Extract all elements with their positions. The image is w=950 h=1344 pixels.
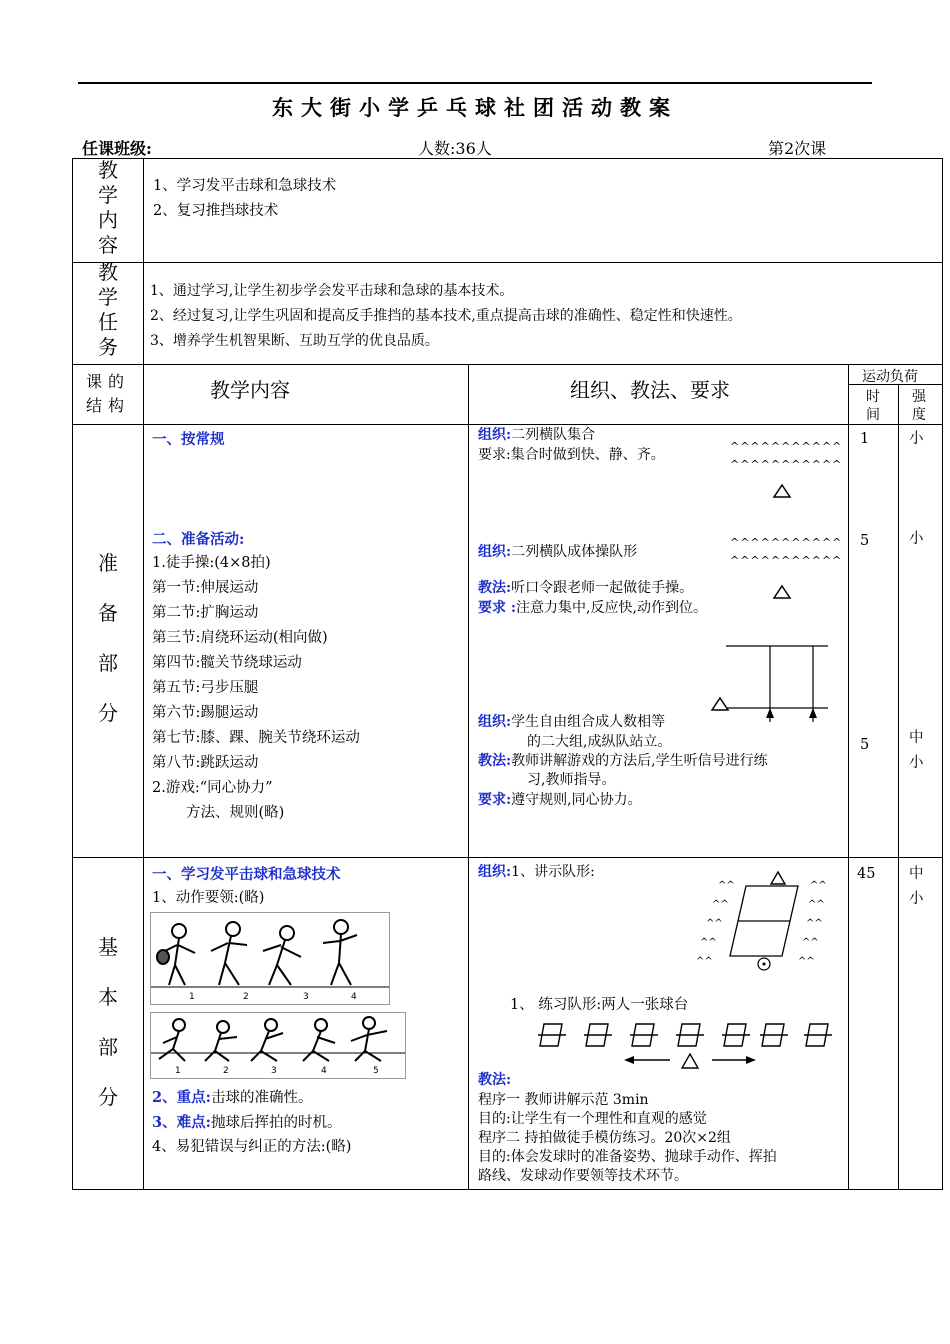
basic-val-2: 击球的准确性。 — [210, 1090, 313, 1106]
task-item-2: 2、经过复习,让学生巩固和提高反手推挡的基本技术,重点提高击球的准确性、稳定性和快速性。 — [150, 308, 742, 324]
basic-line-1: 目的:让学生有一个理性和直观的感觉 — [478, 1111, 707, 1127]
student-pair-mark: ^^ — [808, 899, 825, 910]
basic-heading: 一、学习发平击球和急球技术 — [152, 866, 341, 883]
task-item-1: 1、通过学习,让学生初步学会发平击球和急球的基本技术。 — [150, 283, 514, 299]
basic-val-3: 抛球后挥拍的时机。 — [210, 1115, 342, 1131]
basic-key-2: 2、重点: — [152, 1089, 211, 1106]
student-pair-mark: ^^ — [810, 880, 827, 891]
fig2-num: 1 — [175, 1066, 181, 1076]
basic-line-0: 程序一 教师讲解示范 3min — [478, 1092, 649, 1108]
fig1-num: 4 — [351, 992, 357, 1002]
prep-req1-val: 集合时做到快、静、齐。 — [510, 447, 665, 463]
prep-org3-val1: 学生自由组合成人数相等 — [511, 714, 666, 730]
prep-req1-key: 要求: — [478, 447, 511, 463]
basic-org-val: 1、讲示队形: — [511, 864, 595, 880]
fig2-num: 5 — [373, 1066, 379, 1076]
basic-intensity-a: 中 — [909, 866, 924, 882]
prep-intensity-1: 小 — [909, 431, 924, 447]
student-pair-mark: ^^ — [700, 937, 717, 948]
prep-org2-val: 二列横队成体操队形 — [511, 544, 638, 560]
prep-list-8: 第八节:跳跃运动 — [152, 755, 259, 771]
prep-req2-val: 注意力集中,反应快,动作到位。 — [516, 600, 707, 616]
prep-list-0: 1.徒手操:(4×8拍) — [152, 555, 271, 571]
student-pair-mark: ^^ — [802, 937, 819, 948]
header-structure: 课的结构 — [85, 372, 130, 415]
prep-org2-key: 组织: — [478, 544, 512, 560]
basic-line-3: 目的:体会发球时的准备姿势、抛球手动作、挥拍 — [478, 1149, 777, 1165]
prep-list-6: 第六节:踢腿运动 — [152, 705, 259, 721]
prep-list-7: 第七节:膝、踝、腕关节绕环运动 — [152, 730, 360, 746]
fig2-num: 2 — [223, 1066, 229, 1076]
prep-org3-val2: 的二大组,成纵队站立。 — [527, 734, 672, 750]
header-intensity: 强度 — [912, 389, 926, 423]
fig1-num: 2 — [243, 992, 249, 1002]
basic-method-key: 教法: — [478, 1072, 512, 1088]
prep-list-4: 第四节:髋关节绕球运动 — [152, 655, 302, 671]
basic-key-3: 3、难点: — [152, 1114, 211, 1131]
relay-game-diagram — [708, 640, 834, 722]
prep-req2-key: 要求 : — [478, 600, 517, 616]
basic-point-4: 4、易犯错误与纠正的方法:(略) — [152, 1139, 352, 1155]
task-item-3: 3、增养学生机智果断、互助互学的优良品质。 — [150, 333, 439, 349]
student-pair-mark: ^^ — [696, 956, 713, 967]
header-content: 教学内容 — [210, 378, 290, 402]
basic-intensity-b: 小 — [909, 891, 924, 907]
prep-intensity-3a: 中 — [909, 730, 924, 746]
prep-m3-key: 教法: — [478, 753, 512, 769]
basic-time: 45 — [857, 866, 876, 882]
fig1-num: 3 — [303, 992, 309, 1002]
lesson-number: 第2次课 — [768, 139, 827, 158]
student-pair-mark: ^^ — [798, 956, 815, 967]
prep-list-10: 方法、规则(略) — [186, 805, 285, 821]
student-pair-mark: ^^ — [806, 918, 823, 929]
practice-tables-diagram — [536, 1020, 836, 1076]
prep-m2-key: 教法: — [478, 580, 512, 596]
prep-list-1: 第一节:伸展运动 — [152, 580, 259, 596]
serve-sequence-photo-2 — [150, 1012, 406, 1079]
prep-m3-val1: 教师讲解游戏的方法后,学生听信号进行练 — [511, 753, 768, 769]
basic-org-key: 组织: — [478, 864, 512, 880]
prep-time-3: 5 — [860, 737, 870, 753]
serve-sequence-photo-1 — [150, 912, 390, 1005]
basic-line-4: 路线、发球动作要领等技术环节。 — [478, 1168, 688, 1184]
prep-req3-key: 要求: — [478, 792, 512, 808]
top-rule — [78, 82, 872, 84]
formation-row-3: ^^^^^^^^^^^ — [730, 536, 843, 549]
section-label-basic: 基本部分 — [98, 935, 118, 1109]
prep-org1-key: 组织: — [478, 427, 512, 443]
prep-m3-val2: 习,教师指导。 — [527, 772, 616, 788]
row-label-content: 教学内容 — [98, 158, 118, 257]
prep-list-2: 第二节:扩胸运动 — [152, 605, 259, 621]
student-count: 人数:36人 — [418, 139, 492, 158]
teacher-triangle-icon — [772, 483, 792, 499]
practice-formation: 1、 练习队形:两人一张球台 — [510, 997, 689, 1013]
prep-list-3: 第三节:肩绕环运动(相向做) — [152, 630, 328, 646]
content-item-1: 1、学习发平击球和急球技术 — [153, 178, 337, 194]
row-label-task: 教学任务 — [98, 260, 118, 359]
header-organization: 组织、教法、要求 — [570, 378, 730, 402]
basic-line-2: 程序二 持拍做徒手模仿练习。20次×2组 — [478, 1130, 731, 1146]
prep-time-1: 1 — [860, 431, 870, 447]
content-item-2: 2、复习推挡球技术 — [153, 203, 279, 219]
prep-org1-val: 二列横队集合 — [511, 427, 596, 443]
fig2-num: 4 — [321, 1066, 327, 1076]
prep-list-5: 第五节:弓步压腿 — [152, 680, 259, 696]
prep-org3-key: 组织: — [478, 714, 512, 730]
formation-row-1: ^^^^^^^^^^^ — [730, 440, 843, 453]
prep-time-2: 5 — [860, 533, 870, 549]
basic-point-1: 1、动作要领:(略) — [152, 890, 265, 906]
page-title: 东大街小学乒乓球社团活动教案 — [272, 95, 678, 120]
prep-routine: 一、按常规 — [152, 431, 225, 448]
class-label: 任课班级: — [82, 139, 152, 158]
formation-row-4: ^^^^^^^^^^^ — [730, 554, 843, 567]
student-pair-mark: ^^ — [706, 918, 723, 929]
student-pair-mark: ^^ — [718, 880, 735, 891]
section-label-prep: 准备部分 — [98, 551, 118, 725]
prep-req3-val: 遵守规则,同心协力。 — [511, 792, 642, 808]
formation-row-2: ^^^^^^^^^^^ — [730, 458, 843, 471]
header-load: 运动负荷 — [862, 369, 918, 385]
prep-m2-val: 听口令跟老师一起做徒手操。 — [511, 580, 694, 596]
fig1-num: 1 — [189, 992, 195, 1002]
prep-list-9: 2.游戏:“同心协力” — [152, 780, 273, 796]
header-time: 时间 — [866, 389, 880, 423]
prep-intensity-2: 小 — [909, 531, 924, 547]
prep-intensity-3b: 小 — [909, 755, 924, 771]
student-pair-mark: ^^ — [712, 899, 729, 910]
fig2-num: 3 — [271, 1066, 277, 1076]
teacher-triangle-icon — [772, 584, 792, 600]
prep-warmup: 二、准备活动: — [152, 531, 245, 548]
